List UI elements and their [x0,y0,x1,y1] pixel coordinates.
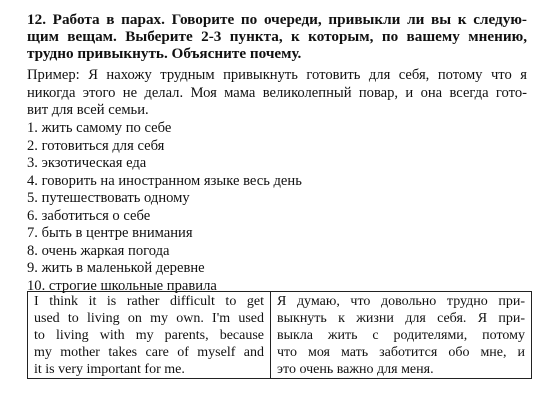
english-line: my mother takes care of myself and [34,345,264,360]
instruction-line: щим вещам. Выберите 2-3 пункта, к которым, по вашему мнению, [27,28,527,45]
english-answer-cell [28,292,271,378]
instruction-line: 12. Работа в парах. Говорите по очереди, привыкли ли вы к следую- [27,11,527,28]
english-line: to living with my parents, because [34,328,264,343]
list-item: 2. готовиться для себя [27,137,165,154]
russian-line: выкла жить с родителями, потому [277,328,525,343]
example-line: никогда этого не делал. Моя мама великолепный повар, и она всегда гото- [27,84,527,101]
list-item: 9. жить в маленькой деревне [27,260,205,276]
numbered-list [27,120,327,295]
instruction-line: трудно привыкнуть. Объясните почему. [27,45,302,62]
list-item: 3. экзотическая еда [27,155,147,171]
english-line: I think it is rather difficult to get [34,294,264,309]
example-paragraph [27,67,527,120]
russian-translation-cell [271,292,531,378]
list-item: 8. очень жаркая погода [27,242,170,259]
answer-table [27,291,532,379]
example-line: вит для всей семьи. [27,102,149,118]
exercise-instruction [27,11,527,62]
list-item: 10. строгие школьные правила [27,277,217,294]
list-item: 4. говорить на иностранном языке весь день [27,172,302,189]
example-line: Пример: Я нахожу трудным привыкнуть готовить для себя, потому что я [27,67,527,83]
russian-line: это очень важно для меня. [277,362,434,377]
russian-line: выкнуть к жизни для себя. Я при- [277,311,525,326]
list-item: 7. быть в центре внимания [27,225,193,241]
russian-line: Я думаю, что довольно трудно при- [277,294,525,309]
list-item: 1. жить самому по себе [27,120,172,136]
list-item: 6. заботиться о себе [27,207,151,224]
english-line: used to living on my own. I'm used [34,311,264,326]
english-line: it is very important for me. [34,362,185,377]
list-item: 5. путешествовать одному [27,190,190,206]
russian-line: что моя мать заботится обо мне, и [277,345,525,360]
